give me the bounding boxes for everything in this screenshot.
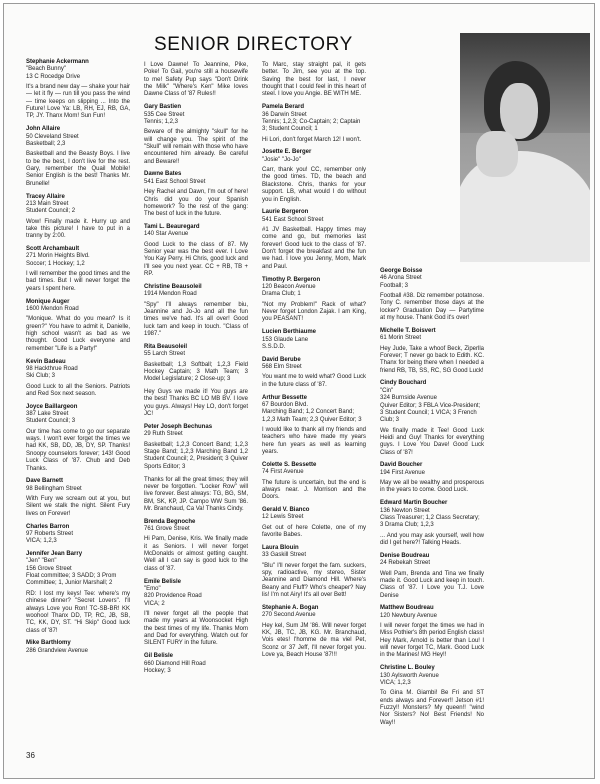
directory-column-1: [26, 59, 130, 661]
senior-details: 50 Cleveland Street Basketball; 2,3: [26, 133, 79, 147]
senior-name: George Boisse: [380, 268, 423, 274]
senior-name: Colette S. Bessette: [262, 461, 317, 468]
directory-entry: [262, 277, 366, 324]
senior-name: Christine L. Bouley: [380, 665, 435, 672]
directory-entry: [144, 579, 248, 648]
senior-message: "Not my Problem!" Rack of what? Never forget London Zajak. I am King, you PEASANT!: [262, 301, 366, 323]
senior-message: I will remember the good times and the bad times. But I will never forget the years I spent here.: [26, 271, 130, 292]
senior-name: Dawne Bates: [144, 171, 182, 178]
senior-details: "Cin" 324 Burnside Avenue Quiver Editor; 3 FBLA Vice-President; 3 Student Council; 1 VICA; 3 French Club; 3: [380, 387, 481, 424]
senior-message: Hi Lori, don't forget March 12! I won't.: [262, 136, 362, 143]
senior-details: 36 Darwin Street Tennis; 1,2,3; Co-Captain; 2; Captain 3; Student Council; 1: [262, 111, 361, 133]
senior-name: Emile Belisle: [144, 578, 182, 585]
directory-entry: [144, 424, 248, 471]
directory-entry: [262, 209, 366, 271]
senior-details: 98 Bellingham Street: [26, 485, 82, 492]
senior-details: 67 Bourdon Blvd. Marching Band; 1,2 Concert Band; 1,2,3 Math Team; 2,3 Quiver Editor; 3: [262, 401, 362, 423]
senior-details: 97 Roberts Street VICA; 1,2,3: [26, 530, 74, 545]
senior-details: 153 Glaude Lane S.S.D.D.: [262, 336, 309, 350]
directory-entry: [144, 519, 248, 573]
directory-entry: [380, 553, 484, 600]
senior-details: 120 Beacon Avenue Drama Club; 1: [262, 283, 316, 298]
directory-entry: [380, 462, 484, 494]
senior-message: To Marc, stay straight pal, it gets better. To Jim, see you at the top. Saving the best for last, I never thought that I could feel in this heart of steel. I love you Angie. BE WITH ME.: [262, 62, 366, 98]
senior-name: Tami L. Beauregard: [144, 224, 200, 231]
senior-name: Joyce Baillargeon: [26, 403, 78, 410]
senior-name: Edward Martin Boucher: [380, 500, 448, 507]
senior-message: Hi Pam, Denise, Kris. We finally made it as Seniors. I will never forget McDonalds or almost getting caught. Well all I can say is good luck to the class of '87.: [144, 536, 248, 572]
directory-entry: [262, 605, 366, 659]
directory-entry: [262, 357, 366, 389]
senior-message: To Gina M. Giambi! Be Fri and ST ends always and Forever!! Jetson #1! Fuzzy!! Monsters? My queen!! "wind Nor Sisters? No! Best Friends! No Way!!: [380, 690, 484, 726]
senior-details: 535 Cee Street Tennis; 1,2,3: [144, 111, 185, 125]
senior-details: 568 Elm Street: [262, 364, 302, 371]
senior-details: 136 Newton Street Class Treasurer; 1,2 Class Secretary; 3 Drama Club; 1,2,3: [380, 507, 480, 529]
directory-entry: [262, 104, 366, 144]
senior-name: Arthur Bessette: [262, 394, 308, 401]
senior-message: "Spy" I'll always remember biu, Jeannine and Jo-Jo and all the fun times we've had. It's all over! Good luck tam and keep in touch. "Class of 1987.": [144, 301, 248, 337]
senior-details: 29 Ruth Street: [144, 431, 183, 438]
senior-details: 213 Main Street Student Council; 2: [26, 200, 76, 215]
senior-message: Hey Jude, Take a whoof Beck, Ziperlla Forever; T never go back to Edith. KC. Thanx for being there when I needed a friend RB, TB, SS, RC, SG Good Luck!: [380, 345, 484, 374]
senior-name: Michelle T. Boisvert: [380, 327, 436, 334]
senior-name: Cindy Bouchard: [380, 380, 427, 387]
directory-entry: [26, 640, 130, 655]
senior-message: Thanks for all the great times; they will never be forgotten. "Locker Row" will live forever. Best always: TG, BG, SM, BM, SK, KP, JP. Campo WW Sum '86. Mr. Branchaud, Ca Va! Thanks Cindy.: [144, 476, 248, 512]
senior-message: "Blu" I'll never forget the fam. suckers, spy, radioactive, my stereo, Sister Jeannine and Diamond Hill. Where's Beany and Fluff? Who's cheaper? Nay lis! I'm not Airy! It's all over Bett!: [262, 562, 366, 598]
senior-details: 140 Star Avenue: [144, 231, 189, 238]
directory-entry: [262, 545, 366, 599]
directory-entry: [380, 665, 484, 727]
senior-message: I would like to thank all my friends and teachers who have made my years here fun years as well as learning years.: [262, 426, 366, 455]
directory-entry: [26, 359, 130, 399]
senior-portrait-photo: [460, 33, 590, 262]
yearbook-page: [3, 3, 595, 779]
directory-entry: [262, 329, 366, 351]
directory-column-2: [144, 59, 248, 681]
senior-message: Hey Rachel and Dawn, I'm out of here! Chris did you do your Spanish homework? To the rest of the gang: The best of luck in the future.: [144, 189, 248, 218]
senior-message: Football #38. Diz remember potatnose. Tony C. remember those days at the locker? Graduation Day — Partytime at my house. Thank God it's over!: [380, 293, 484, 322]
senior-message: RD: I lost my keys! Tee: where's my chinese dinner? "Secret Lovers". I'll always Love you Ron! TC-SB-BR! KK woohoo! Thanx DD, TP, RC, JB, SB, TC, KK, DY, ST. "Hi Skip" Good luck class of '87!: [26, 590, 130, 634]
directory-entry: [144, 653, 248, 675]
senior-message: Hey Guys we made it! You guys are the best! Thanks BC LO MB BV. I love you guys. Always! Hey LO, don't forget JC!: [144, 389, 248, 418]
senior-message: #1 JV Basketball. Happy times may come and go, but memories last forever! Good luck to the class of '87. Don't forget the breakfast and the fun we had. I love you Jenny, Mom, Mark and Paul.: [262, 227, 366, 270]
directory-entry: [144, 284, 248, 338]
senior-message: "Monique. What do you mean? Is it green?" You have to admit it, Danielle, high school wasn't as bad as we thought. Good Luck everyone and remember "Life is a Party!": [26, 316, 130, 352]
senior-details: 33 Gaskill Street: [262, 552, 307, 559]
senior-name: Matthew Boudreau: [380, 605, 434, 612]
directory-entry: [380, 268, 484, 322]
directory-entry: [144, 171, 248, 218]
senior-details: 98 Hackthrue Road Ski Club; 3: [26, 365, 78, 380]
senior-name: Gerald V. Bianco: [262, 507, 310, 514]
directory-entry: [380, 500, 484, 547]
senior-name: Laurie Bergeron: [262, 209, 309, 216]
senior-message: Basketball; 1,2,3 Concert Band; 1,2,3 Stage Band; 1,2,3 Marching Band 1,2 Student Council; 2, President; 3 Quiver Sports Editor; 3: [144, 441, 248, 470]
senior-message: Wow! Finally made it. Hurry up and take this picture! I have to put in a tranny by 2:00.: [26, 218, 130, 240]
senior-name: Jennifer Jean Barry: [26, 551, 83, 558]
senior-message: It's a brand new day — shake your hair — let it fly — run till you pass the wind — time keeps on slipping ... Into the Future! Love Ya: LB, RH, EJ, RB, GA, TP, JY. Thanx Mom! Sun Fun!: [26, 84, 130, 120]
senior-details: 24 Rebekah Street: [380, 560, 431, 567]
senior-message: ... And you may ask yourself, well how did I get here?! Talking Heads.: [380, 532, 484, 546]
senior-details: 541 East School Street: [262, 216, 324, 223]
directory-column-4: [380, 268, 484, 733]
senior-details: 1914 Mendon Road: [144, 291, 197, 298]
directory-entry: [26, 246, 130, 293]
directory-entry: [26, 551, 130, 635]
senior-details: 120 Newbury Avenue: [380, 612, 437, 619]
senior-details: 194 First Avenue: [380, 469, 425, 476]
directory-entry: [380, 380, 484, 456]
directory-entry: [144, 477, 248, 514]
senior-message: Basketball and the Beasty Boys. I live to be the best, I don't live for the rest. Gary, remember the Quail Mobile! Senior English is the best! Thanks Mr. Brunelle!: [26, 151, 130, 187]
directory-entry: [380, 605, 484, 659]
senior-name: Timothy P. Bergeron: [262, 276, 321, 283]
directory-entry: [262, 62, 366, 99]
page-number: 36: [26, 751, 35, 760]
senior-name: Denise Boudreau: [380, 552, 430, 559]
directory-entry: [380, 328, 484, 375]
directory-entry: [26, 59, 130, 121]
senior-details: 660 Diamond Hill Road Hockey; 3: [144, 660, 206, 674]
senior-name: Kevin Badeau: [26, 358, 66, 365]
senior-message: Carr, thank you! CC, remember only the good times. TD, the beach and Blackstone. Chris, thanks for your support. LB, what would I do without you in English.: [262, 167, 366, 203]
senior-name: Brenda Begnoche: [144, 518, 196, 525]
senior-name: Pamela Berard: [262, 104, 305, 111]
senior-details: 55 Larch Street: [144, 351, 186, 358]
senior-details: 130 Aylsworth Avenue VICA; 1,2,3: [380, 672, 439, 686]
senior-name: Dave Barnett: [26, 478, 64, 485]
senior-name: Stephanie Ackermann: [26, 59, 89, 65]
senior-name: John Allaire: [26, 126, 61, 133]
senior-message: I Love Dawne! To Jeannine, Pike, Poke! To Gail, you're still a housewife to me! Safety Pup says "Don't Drink the Milk" "Where's Ken" Mike loves Dawne Class of '87 Rules!!: [144, 62, 248, 98]
senior-name: Peter Joseph Bechunas: [144, 423, 213, 430]
senior-details: 286 Grandview Avenue: [26, 647, 88, 654]
senior-details: 1600 Mendon Road: [26, 305, 79, 312]
directory-column-3: [262, 59, 366, 665]
directory-entry: [144, 62, 248, 99]
senior-details: 271 Morin Heights Blvd. Soccer; 1 Hockey; 1,2: [26, 253, 90, 267]
senior-details: 761 Grove Street: [144, 526, 190, 533]
directory-entry: [262, 507, 366, 539]
senior-name: Monique Auger: [26, 298, 70, 305]
senior-details: "Beach Bunny" 13 C Rocedge Drive: [26, 66, 81, 80]
senior-details: 46 Arona Street Football; 3: [380, 275, 422, 289]
senior-message: I'll never forget all the people that made my years at Woonsocket High the best times of my life. Thanks Mom and Dad for everything. Watch out for SILENT FURY in the future.: [144, 611, 248, 647]
senior-details: "Josie" "Jo-Jo": [262, 156, 301, 163]
senior-message: Good Luck to all the Seniors. Patriots and Red Sox next season.: [26, 383, 130, 397]
senior-name: Stephanie A. Bogan: [262, 604, 319, 611]
directory-entry: [144, 224, 248, 278]
senior-details: 12 Lewis Street: [262, 514, 304, 521]
senior-message: You want me to weld what? Good Luck in the future class of '87.: [262, 374, 366, 388]
senior-message: Get out of here Colette, one of my favorite Babes.: [262, 524, 366, 539]
senior-name: Mike Barthlomy: [26, 640, 71, 647]
directory-entry: [26, 194, 130, 241]
senior-message: Hey kel, Sum JM '86. Will never forget KK, JB, TC, JB, KG. Mr. Branchaud, Vois etes! l'homme de ma viel Pet, Sconz or 37 Jeff, I'll never forget you. Love ya, Beach House '87!!!: [262, 622, 366, 658]
senior-name: Rita Beausoleil: [144, 343, 188, 350]
senior-details: 387 Lake Street Student Council; 3: [26, 411, 76, 425]
senior-name: Charles Barron: [26, 523, 70, 530]
senior-message: With Fury we scream out at you, but Silent we stalk the night. Silent Fury lives on Forever!: [26, 496, 130, 517]
senior-name: David Boucher: [380, 462, 423, 469]
senior-message: Good Luck to the class of 87. My Senior year was the best ever. I Love You Kay Perry. Hi Chris, good luck and I'll see you next year. CC + RB, TB + RP.: [144, 241, 248, 278]
page-title: SENIOR DIRECTORY: [154, 34, 353, 55]
directory-entry: [262, 395, 366, 457]
senior-name: David Berube: [262, 356, 301, 363]
directory-entry: [144, 344, 248, 384]
senior-message: The future is uncertain, but the end is always near. J. Morrison and the Doors.: [262, 479, 366, 501]
directory-entry: [144, 389, 248, 418]
senior-details: "Emo" 820 Providence Road VICA; 2: [144, 585, 202, 607]
senior-name: Tracey Allaire: [26, 193, 65, 200]
directory-entry: [26, 404, 130, 473]
senior-details: 270 Second Avenue: [262, 612, 316, 619]
senior-name: Laura Blouin: [262, 544, 299, 551]
senior-details: 541 East School Street: [144, 178, 206, 185]
senior-message: Well Pam, Brenda and Tina we finally made it. Good Luck and keep in touch. Class of '87. I Love you T.J. Love Denise: [380, 570, 484, 599]
senior-details: 74 First Avenue: [262, 469, 304, 476]
senior-name: Gary Bastien: [144, 104, 182, 111]
directory-entry: [26, 478, 130, 518]
directory-entry: [26, 299, 130, 353]
directory-entry: [144, 104, 248, 166]
senior-details: "Jen" "Ben" 156 Grove Street Float committee; 3 SADD; 3 Prom Committee; 1, Junior Marshall; 2: [26, 558, 117, 587]
senior-message: I will never forget the times we had in Miss Pothier's 8th period English class! Hey Mark, Arnold is better than Lou! I will never forget TC, Mark. Good Luck in the Marines! MG Hey!!: [380, 623, 484, 659]
directory-entry: [26, 524, 130, 546]
senior-details: 61 Morin Street: [380, 335, 422, 342]
senior-message: May we all be wealthy and prosperous in the years to come. Good Luck.: [380, 480, 484, 494]
senior-name: Gil Belisle: [144, 653, 174, 660]
directory-entry: [26, 126, 130, 188]
senior-name: Lucien Berthiaume: [262, 329, 317, 336]
senior-name: Christine Beausoleil: [144, 283, 202, 290]
senior-name: Josette E. Berger: [262, 149, 312, 156]
senior-message: Our time has come to go our separate ways. I won't ever forget the times we had KK, SB, DD, JB, DY, SP. Thanks! Snoopy counselors forever; 143! Good Luck Class of '87. Chub and Deb Thanks.: [26, 428, 130, 472]
senior-message: We finally made it Tee! Good Luck Heidi and Guy! Thanks for everything guys. I Love You Dave! Good Luck Class of '87!: [380, 427, 484, 456]
senior-message: Beware of the almighty "skull" for he will change you. The spirit of the "Skull" will remain with those who have encountered him already. Be careful and Beware!!: [144, 129, 248, 165]
senior-message: Basketball; 1,3 Softball; 1,2,3 Field Hockey Captain; 3 Math Team; 3 Model Legislature; 2 Close-up; 3: [144, 361, 248, 383]
senior-name: Scott Archambault: [26, 246, 80, 253]
directory-entry: [262, 149, 366, 203]
directory-entry: [262, 462, 366, 502]
